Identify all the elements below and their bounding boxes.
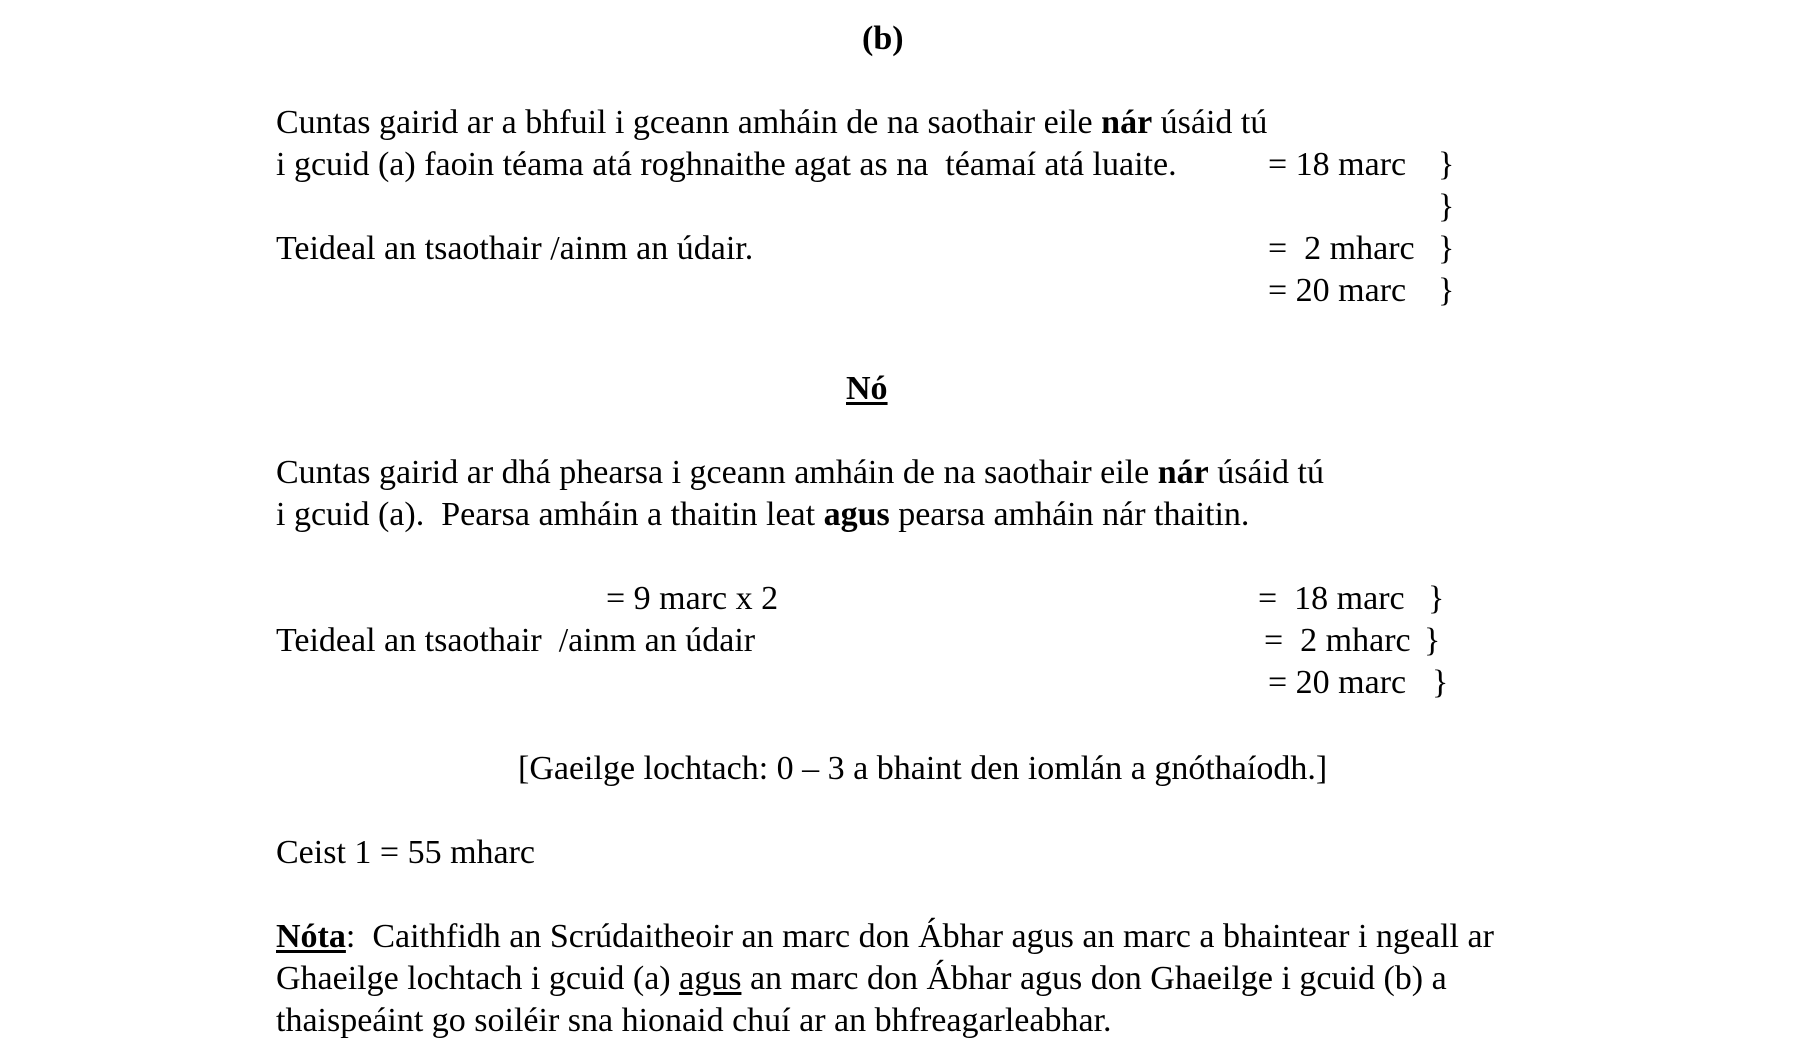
part2-line2-tail: pearsa amháin nár thaitin. [889, 496, 1250, 533]
part2-line2 [276, 494, 1249, 536]
note-line2-text: Ghaeilge lochtach i gcuid (a) [276, 960, 680, 997]
part2-line1-bold: nár [1157, 454, 1209, 491]
part2-line1-text: Cuntas gairid ar dhá phearsa i gceann amháin de na saothair eile [276, 454, 1158, 491]
part1-line1-bold: nár [1101, 104, 1153, 141]
note-line2 [276, 958, 1447, 1000]
note-line3: thaispeáint go soiléir sna hionaid chuí ar an bhfreagarleabhar. [276, 1002, 1112, 1039]
part2-brace-1: } [1428, 580, 1445, 617]
part1-line2-marks: = 18 marc [1268, 146, 1407, 183]
note-label: Nóta [276, 918, 346, 955]
part2-line1-tail: úsáid tú [1208, 454, 1324, 491]
section-label: (b) [862, 20, 904, 57]
penalty-note: [Gaeilge lochtach: 0 – 3 a bhaint den iomlán a gnóthaíodh.] [518, 750, 1328, 787]
note-line1-text: : Caithfidh an Scrúdaitheoir an marc don Ábhar agus an marc a bhaintear i ngeall ar [345, 918, 1494, 955]
question-total: Ceist 1 = 55 mharc [276, 834, 536, 871]
part1-brace-1: } [1438, 146, 1455, 183]
part2-brace-3: } [1432, 664, 1449, 701]
part2-line1 [276, 452, 1324, 494]
part1-brace-2: } [1438, 188, 1455, 225]
part1-line2: i gcuid (a) faoin téama atá roghnaithe agat as na téamaí atá luaite. [276, 146, 1177, 183]
part1-line1 [276, 102, 1267, 144]
note-line2-underlined: agus [679, 960, 742, 997]
part2-title-marks: = 2 mharc [1264, 622, 1411, 659]
part1-line1-tail: úsáid tú [1152, 104, 1268, 141]
part1-line1-text: Cuntas gairid ar a bhfuil i gceann amháin de na saothair eile [276, 104, 1102, 141]
note-line1 [276, 916, 1494, 958]
part2-title-line: Teideal an tsaothair /ainm an údair [276, 622, 756, 659]
part2-calc-marks: = 18 marc [1258, 580, 1405, 617]
or-heading: Nó [846, 370, 888, 407]
part1-total-marks: = 20 marc [1268, 272, 1407, 309]
part2-total-marks: = 20 marc [1268, 664, 1407, 701]
part1-title-marks: = 2 mharc [1268, 230, 1415, 267]
note-line2-tail: an marc don Ábhar agus don Ghaeilge i gcuid (b) a [741, 960, 1447, 997]
part2-calc: = 9 marc x 2 [606, 580, 779, 617]
part1-brace-4: } [1438, 272, 1455, 309]
part2-line2-bold: agus [823, 496, 890, 533]
part1-title-line: Teideal an tsaothair /ainm an údair. [276, 230, 754, 267]
part2-line2-text: i gcuid (a). Pearsa amháin a thaitin leat [276, 496, 824, 533]
part2-brace-2: } [1424, 622, 1441, 659]
part1-brace-3: } [1438, 230, 1455, 267]
